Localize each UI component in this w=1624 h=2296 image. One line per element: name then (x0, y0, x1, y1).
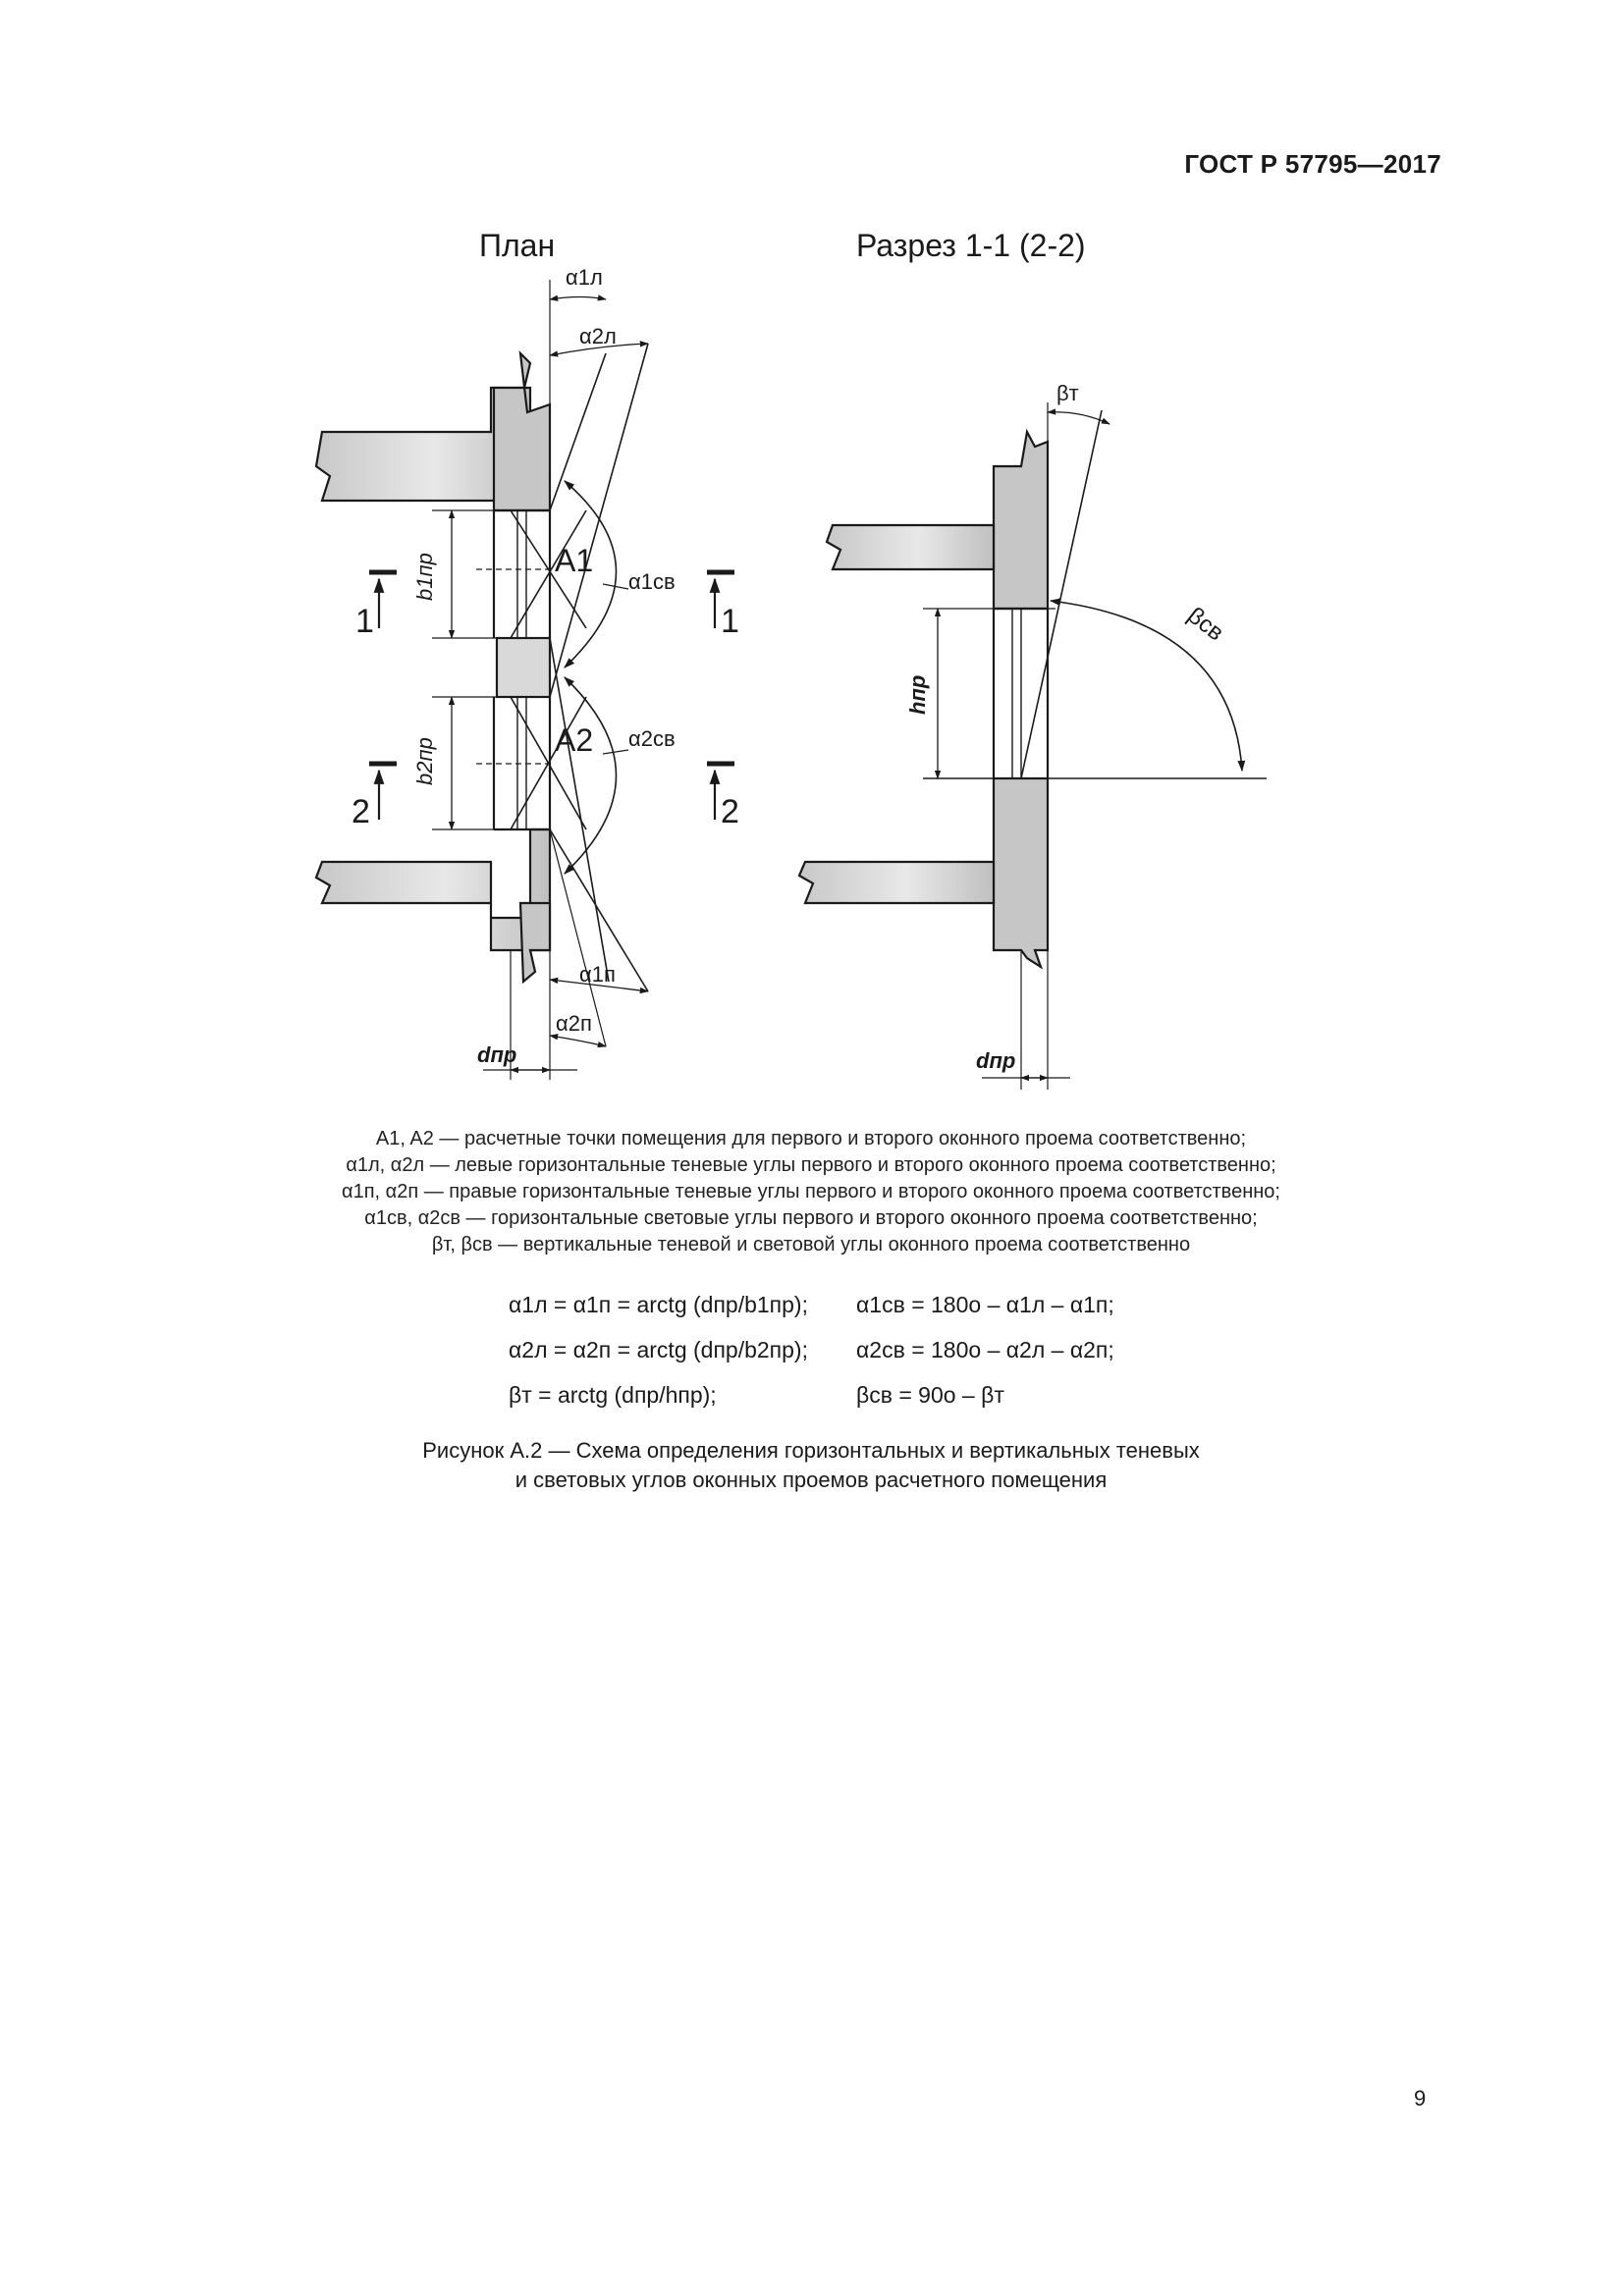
label-cut1-left: 1 (355, 603, 374, 640)
formula-right: α1св = 180о – α1л – α1п; (856, 1292, 1114, 1317)
plan-upper-pier (494, 353, 550, 510)
plan-lower-slab (316, 829, 550, 950)
label-A2: A2 (555, 722, 594, 758)
label-h: hпр (905, 674, 930, 715)
standard-number: ГОСТ Р 57795—2017 (1184, 149, 1441, 179)
label-cut2-left: 2 (352, 793, 370, 830)
label-cut2-right: 2 (721, 793, 739, 830)
label-bsv: βсв (1182, 602, 1229, 647)
legend-line: βт, βсв — вертикальные теневой и световой углы оконного проема соответственно (431, 1234, 1191, 1255)
plan-view (316, 280, 734, 1080)
page-number: 9 (1414, 2086, 1427, 2110)
label-A1: A1 (555, 543, 594, 578)
plan-middle-pier (497, 638, 550, 697)
plan-title: План (479, 228, 556, 263)
section-upper-slab (827, 525, 994, 569)
label-a1p: α1п (579, 962, 616, 987)
plan-lower-pier (520, 903, 550, 982)
label-a2sv: α2св (628, 726, 676, 751)
label-d-plan: dпр (477, 1042, 517, 1067)
caption-line: и световых углов оконных проемов расчетного помещения (514, 1468, 1108, 1492)
label-b2: b2пр (412, 737, 437, 785)
figure-drawing (0, 0, 1624, 1119)
formula-left: α2л = α2п = arctg (dпр/b2пр); (509, 1337, 808, 1362)
label-a1sv: α1св (628, 569, 676, 594)
label-a2p: α2п (556, 1011, 592, 1036)
formula-row (509, 1282, 1114, 1327)
formula-row (509, 1327, 1114, 1372)
label-a2l: α2л (579, 324, 617, 348)
section-lower-wall (994, 778, 1048, 967)
figure-legend (232, 1126, 1390, 1258)
section-view (799, 402, 1267, 1090)
label-bt: βт (1056, 381, 1079, 405)
legend-line: α1п, α2п — правые горизонтальные теневые углы первого и второго оконного проема соответственно; (342, 1181, 1280, 1202)
label-d-section: dпр (976, 1048, 1016, 1073)
legend-line: A1, A2 — расчетные точки помещения для первого и второго оконного проема соответственно; (375, 1128, 1247, 1149)
formula-row (509, 1372, 1114, 1417)
formula-left: α1л = α1п = arctg (dпр/b1пр); (509, 1292, 808, 1317)
legend-line: α1л, α2л — левые горизонтальные теневые углы первого и второго оконного проема соответственно; (346, 1154, 1276, 1176)
figure-caption (232, 1436, 1390, 1495)
label-b1: b1пр (412, 553, 437, 601)
section-title: Разрез 1-1 (2-2) (856, 228, 1086, 263)
label-a1l: α1л (566, 265, 603, 290)
legend-line: α1св, α2св — горизонтальные световые углы первого и второго оконного проема соответственно; (364, 1207, 1258, 1229)
section-upper-wall (994, 432, 1048, 609)
formula-left: βт = arctg (dпр/hпр); (509, 1382, 717, 1408)
label-cut1-right: 1 (721, 603, 739, 640)
section-labels (905, 381, 1228, 1073)
section-lower-slab (799, 862, 994, 903)
formulas-block (509, 1282, 1114, 1417)
formula-right: α2св = 180о – α2л – α2п; (856, 1337, 1114, 1362)
formula-right: βсв = 90о – βт (856, 1382, 1004, 1408)
caption-line: Рисунок А.2 — Схема определения горизонтальных и вертикальных теневых (422, 1438, 1200, 1463)
